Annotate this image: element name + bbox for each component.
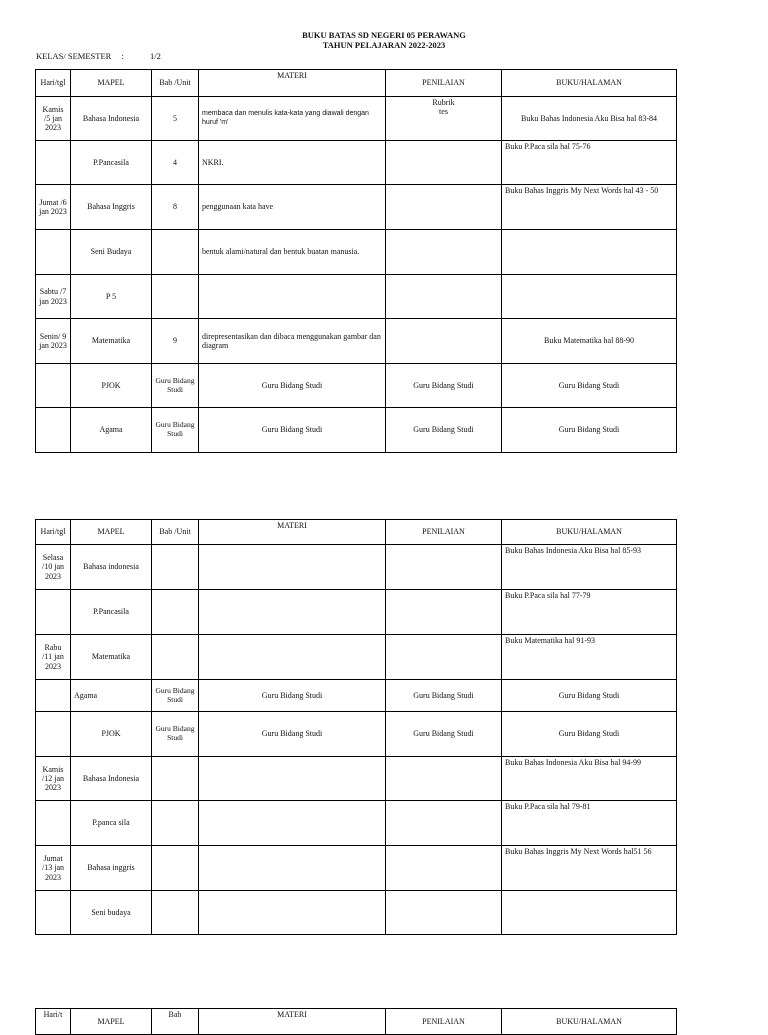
col-header-penilaian: PENILAIAN xyxy=(386,1009,502,1035)
table-row xyxy=(36,757,677,801)
col-header-buku: BUKU/HALAMAN xyxy=(502,1009,677,1035)
buku-cell xyxy=(502,230,677,275)
buku-cell: Guru Bidang Studi xyxy=(502,364,677,408)
buku-cell: Buku Bahas Indonesia Aku Bisa hal 83-84 xyxy=(502,97,677,141)
materi-cell xyxy=(199,275,386,319)
materi-cell xyxy=(199,757,386,801)
mapel-cell: Matematika xyxy=(71,319,152,364)
day-cell: Rabu /11 jan 2023 xyxy=(36,635,71,680)
kelas-value: 1/2 xyxy=(149,51,161,61)
materi-cell xyxy=(199,545,386,590)
col-header-day: Hari/t xyxy=(36,1009,71,1035)
table-header-row xyxy=(36,1009,677,1035)
table-row xyxy=(36,635,677,680)
buku-cell: Buku Bahas Indonesia Aku Bisa hal 85-93 xyxy=(502,545,677,590)
buku-cell: Buku Bahas Inggris My Next Words hal 43 - 50 xyxy=(502,185,677,230)
penilaian-cell xyxy=(386,757,502,801)
penilaian-cell xyxy=(386,801,502,846)
mapel-cell: P 5 xyxy=(71,275,152,319)
penilaian-cell xyxy=(386,891,502,935)
day-cell: Kamis /5 jan 2023 xyxy=(36,97,71,141)
day-cell xyxy=(36,408,71,453)
bab-cell xyxy=(152,545,199,590)
bab-cell xyxy=(152,891,199,935)
table-header-row xyxy=(36,70,677,97)
schedule-table-3 xyxy=(35,1008,677,1035)
day-cell xyxy=(36,141,71,185)
col-header-penilaian: PENILAIAN xyxy=(386,70,502,97)
col-header-buku: BUKU/HALAMAN xyxy=(502,520,677,545)
materi-cell: Guru Bidang Studi xyxy=(199,408,386,453)
day-cell: Kamis /12 jan 2023 xyxy=(36,757,71,801)
day-cell: Senin/ 9 jan 2023 xyxy=(36,319,71,364)
materi-cell xyxy=(199,635,386,680)
col-header-buku: BUKU/HALAMAN xyxy=(502,70,677,97)
table-row xyxy=(36,891,677,935)
materi-cell xyxy=(199,846,386,891)
day-cell: Jumat /6 jan 2023 xyxy=(36,185,71,230)
kelas-separator: : xyxy=(121,51,124,61)
table-row xyxy=(36,319,677,364)
mapel-cell: Seni budaya xyxy=(71,891,152,935)
mapel-cell: Agama xyxy=(71,680,152,712)
table-row xyxy=(36,97,677,141)
mapel-cell: P.Pancasila xyxy=(71,141,152,185)
materi-cell: NKRI. xyxy=(199,141,386,185)
materi-cell: Guru Bidang Studi xyxy=(199,712,386,757)
table-row xyxy=(36,408,677,453)
penilaian-cell: Guru Bidang Studi xyxy=(386,712,502,757)
kelas-semester-line xyxy=(36,51,161,61)
penilaian-cell xyxy=(386,230,502,275)
mapel-cell: PJOK xyxy=(71,712,152,757)
buku-cell: Buku P.Paca sila hal 77-79 xyxy=(502,590,677,635)
col-header-materi: MATERI xyxy=(199,1009,386,1035)
table-row xyxy=(36,230,677,275)
materi-cell: direpresentasikan dan dibaca menggunakan gambar dan diagram xyxy=(199,319,386,364)
table-row xyxy=(36,364,677,408)
day-cell xyxy=(36,590,71,635)
mapel-cell: Bahasa Indonesia xyxy=(71,97,152,141)
materi-cell xyxy=(199,891,386,935)
col-header-bab: Bab /Unit xyxy=(152,70,199,97)
schedule-table-2 xyxy=(35,519,677,935)
col-header-mapel: MAPEL xyxy=(71,1009,152,1035)
col-header-mapel: MAPEL xyxy=(71,520,152,545)
day-cell xyxy=(36,891,71,935)
mapel-cell: PJOK xyxy=(71,364,152,408)
table-row xyxy=(36,590,677,635)
table-row xyxy=(36,545,677,590)
day-cell: Selasa /10 jan 2023 xyxy=(36,545,71,590)
penilaian-cell xyxy=(386,319,502,364)
document-title: BUKU BATAS SD NEGERI 05 PERAWANG xyxy=(302,30,466,40)
buku-cell xyxy=(502,891,677,935)
col-header-day: Hari/tgl xyxy=(36,70,71,97)
bab-cell xyxy=(152,275,199,319)
bab-cell: Guru Bidang Studi xyxy=(152,680,199,712)
penilaian-cell xyxy=(386,545,502,590)
materi-cell xyxy=(199,801,386,846)
table-row xyxy=(36,185,677,230)
bab-cell xyxy=(152,590,199,635)
mapel-cell: Matematika xyxy=(71,635,152,680)
bab-cell: Guru Bidang Studi xyxy=(152,408,199,453)
penilaian-cell xyxy=(386,635,502,680)
penilaian-cell xyxy=(386,185,502,230)
buku-cell: Guru Bidang Studi xyxy=(502,712,677,757)
bab-cell xyxy=(152,635,199,680)
day-cell xyxy=(36,712,71,757)
mapel-cell: Bahasa Indonesia xyxy=(71,757,152,801)
penilaian-cell xyxy=(386,141,502,185)
mapel-cell: Bahasa inggris xyxy=(71,846,152,891)
buku-cell: Guru Bidang Studi xyxy=(502,408,677,453)
bab-cell xyxy=(152,230,199,275)
penilaian-cell: Guru Bidang Studi xyxy=(386,680,502,712)
day-cell xyxy=(36,801,71,846)
buku-cell: Buku P.Paca sila hal 79-81 xyxy=(502,801,677,846)
school-year: TAHUN PELAJARAN 2022-2023 xyxy=(322,40,446,50)
table-row xyxy=(36,275,677,319)
mapel-cell: P.Pancasila xyxy=(71,590,152,635)
table-header-row xyxy=(36,520,677,545)
day-cell xyxy=(36,230,71,275)
day-cell xyxy=(36,364,71,408)
col-header-materi: MATERI xyxy=(199,70,386,97)
bab-cell xyxy=(152,846,199,891)
day-cell: Jumat /13 jan 2023 xyxy=(36,846,71,891)
materi-cell: penggunaan kata have xyxy=(199,185,386,230)
penilaian-cell: Guru Bidang Studi xyxy=(386,364,502,408)
schedule-table-1 xyxy=(35,69,677,453)
materi-cell: Guru Bidang Studi xyxy=(199,680,386,712)
bab-cell: 5 xyxy=(152,97,199,141)
buku-cell: Buku P.Paca sila hal 75-76 xyxy=(502,141,677,185)
penilaian-cell: Guru Bidang Studi xyxy=(386,408,502,453)
day-cell: Sabtu /7 jan 2023 xyxy=(36,275,71,319)
buku-cell: Guru Bidang Studi xyxy=(502,680,677,712)
buku-cell: Buku Matematika hal 91-93 xyxy=(502,635,677,680)
materi-cell: membaca dan menulis kata-kata yang diawali dengan huruf 'm' xyxy=(199,97,386,141)
buku-cell: Buku Bahas Inggris My Next Words hal51 56 xyxy=(502,846,677,891)
day-cell xyxy=(36,680,71,712)
penilaian-cell xyxy=(386,275,502,319)
col-header-materi: MATERI xyxy=(199,520,386,545)
col-header-day: Hari/tgl xyxy=(36,520,71,545)
penilaian-cell: Rubrik tes xyxy=(386,97,502,141)
bab-cell: Guru Bidang Studi xyxy=(152,364,199,408)
table-row xyxy=(36,141,677,185)
bab-cell: Guru Bidang Studi xyxy=(152,712,199,757)
kelas-label: KELAS/ SEMESTER xyxy=(36,51,112,61)
col-header-penilaian: PENILAIAN xyxy=(386,520,502,545)
col-header-bab: Bab /Unit xyxy=(152,520,199,545)
table-row xyxy=(36,712,677,757)
materi-cell xyxy=(199,590,386,635)
col-header-bab: Bab xyxy=(152,1009,199,1035)
mapel-cell: Seni Budaya xyxy=(71,230,152,275)
bab-cell xyxy=(152,757,199,801)
materi-cell: bentuk alami/natural dan bentuk buatan manusia. xyxy=(199,230,386,275)
mapel-cell: Agama xyxy=(71,408,152,453)
bab-cell: 8 xyxy=(152,185,199,230)
mapel-cell: P.panca sila xyxy=(71,801,152,846)
bab-cell xyxy=(152,801,199,846)
penilaian-cell xyxy=(386,846,502,891)
table-row xyxy=(36,846,677,891)
buku-cell: Buku Matematika hal 88-90 xyxy=(502,319,677,364)
penilaian-cell xyxy=(386,590,502,635)
mapel-cell: Bahasa indonesia xyxy=(71,545,152,590)
bab-cell: 9 xyxy=(152,319,199,364)
col-header-mapel: MAPEL xyxy=(71,70,152,97)
buku-cell: Buku Bahas Indonesia Aku Bisa hal 94-99 xyxy=(502,757,677,801)
materi-cell: Guru Bidang Studi xyxy=(199,364,386,408)
mapel-cell: Bahasa Inggris xyxy=(71,185,152,230)
table-row xyxy=(36,680,677,712)
table-row xyxy=(36,801,677,846)
buku-cell xyxy=(502,275,677,319)
bab-cell: 4 xyxy=(152,141,199,185)
